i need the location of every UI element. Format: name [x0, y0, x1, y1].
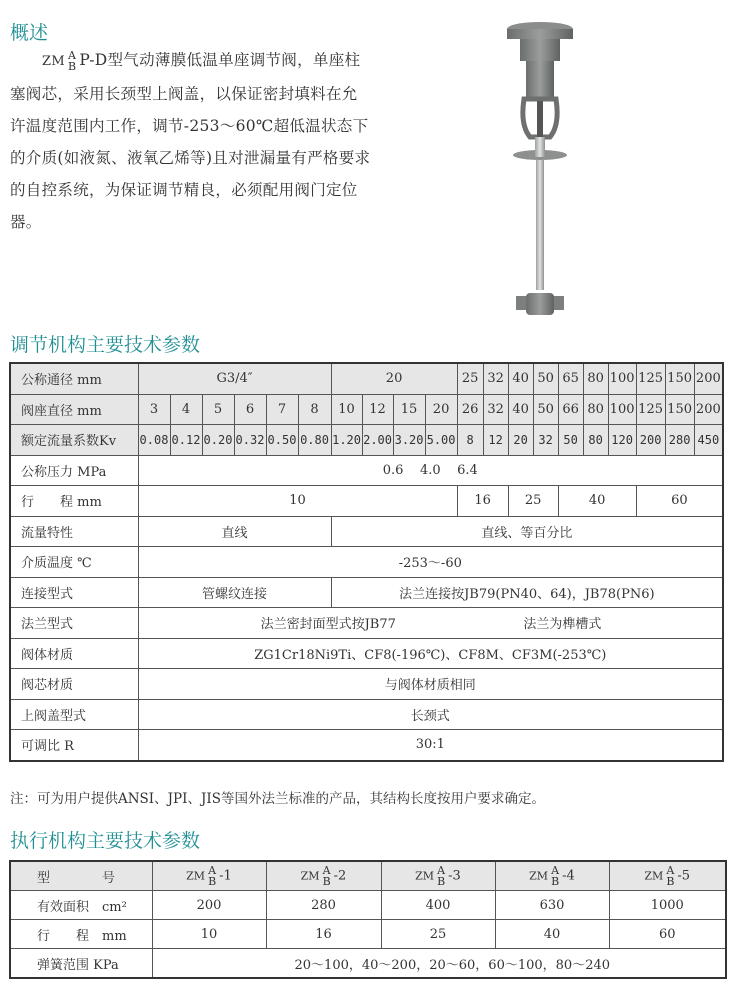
cell: 125: [636, 394, 665, 425]
cell: 40: [508, 394, 533, 425]
row-label: 阀体材质: [10, 638, 138, 669]
cell: 3: [138, 394, 170, 425]
cell: 5: [202, 394, 234, 425]
cell: 32: [483, 363, 508, 394]
model-cell: [495, 861, 609, 891]
cell: 200: [694, 363, 723, 394]
cell: 200: [694, 394, 723, 425]
actuator-heading: 执行机构主要技术参数: [10, 830, 201, 852]
row-label: 型 号: [10, 861, 152, 891]
cell: 400: [381, 891, 495, 920]
cell: 30:1: [138, 730, 723, 761]
row-label: 法兰型式: [10, 608, 138, 639]
cell: 15: [393, 394, 425, 425]
row-label: 连接型式: [10, 577, 138, 608]
cell: 66: [558, 394, 583, 425]
cell: 12: [362, 394, 393, 425]
row-label: 可调比 R: [10, 730, 138, 761]
table-row-rangeability: [10, 730, 723, 761]
cell: 8: [457, 425, 483, 456]
frac-bottom: B: [322, 875, 331, 888]
table-row-bonnet: [10, 699, 723, 730]
model-cell: [152, 861, 266, 891]
table-row-flange: [10, 608, 723, 639]
model-prefix: ZM: [644, 869, 664, 883]
cell: 10: [152, 920, 266, 949]
cell: 32: [483, 394, 508, 425]
cell: 2.00: [362, 425, 393, 456]
cell: 630: [495, 891, 609, 920]
cell: 80: [583, 363, 608, 394]
actuator-spec-table: [9, 860, 727, 979]
cell: 20: [331, 363, 457, 394]
table-row-nominal-diameter: [10, 363, 723, 394]
cell: 26: [457, 394, 483, 425]
table-row-pressure: [10, 455, 723, 486]
row-label: 额定流量系数Kv: [10, 425, 138, 456]
row-label: 行 程 mm: [10, 920, 152, 949]
table-row-seat-diameter: [10, 394, 723, 425]
row-label: 上阀盖型式: [10, 699, 138, 730]
frac-bottom: B: [666, 875, 675, 888]
table-row-flow-characteristic: [10, 516, 723, 547]
model-suffix: -1: [219, 868, 232, 884]
model-fraction: [68, 50, 76, 72]
frac-bottom: B: [551, 875, 560, 888]
cell: ZG1Cr18Ni9Ti、CF8(-196℃)、CF8M、CF3M(-253℃): [138, 638, 723, 669]
cell: 60: [636, 486, 723, 517]
cell: 5.00: [425, 425, 457, 456]
row-label: 流量特性: [10, 516, 138, 547]
model-fraction: [551, 865, 559, 887]
cell: 1.20: [331, 425, 362, 456]
model-prefix: ZM: [529, 869, 549, 883]
row-label: 行 程 mm: [10, 486, 138, 517]
table-row-plug-material: [10, 669, 723, 700]
frac-top: A: [68, 49, 77, 62]
model-prefix: ZM: [300, 869, 320, 883]
frac-bottom: B: [67, 60, 77, 73]
row-label: 弹簧范围 KPa: [10, 949, 152, 979]
cell: 20: [508, 425, 533, 456]
overview-text: [10, 44, 372, 238]
cell: 10: [138, 486, 457, 517]
row-label: 介质温度 ℃: [10, 547, 138, 578]
cell: -253～-60: [138, 547, 723, 578]
cell: 16: [266, 920, 381, 949]
cell: 长颈式: [138, 699, 723, 730]
table-row-connection: [10, 577, 723, 608]
cell: 16: [457, 486, 508, 517]
model-fraction: [208, 865, 216, 887]
cell: 0.6 4.0 6.4: [138, 455, 723, 486]
cell: 50: [533, 363, 558, 394]
frac-bottom: B: [437, 875, 446, 888]
frac-top: A: [322, 864, 331, 877]
model-fraction: [437, 865, 445, 887]
model-prefix: ZM: [186, 869, 206, 883]
cell: 40: [495, 920, 609, 949]
cell: 200: [152, 891, 266, 920]
regulator-spec-table: [9, 362, 724, 762]
valve-photo: [490, 15, 600, 325]
row-label: 阀座直径 mm: [10, 394, 138, 425]
cell: 直线: [138, 516, 331, 547]
cell: 50: [533, 394, 558, 425]
model-fraction: [323, 865, 331, 887]
model-suffix: -4: [562, 868, 575, 884]
cell: 450: [694, 425, 723, 456]
model-prefix: ZM: [42, 54, 65, 69]
model-suffix: -2: [333, 868, 347, 884]
overview-heading: 概述: [10, 22, 49, 44]
model-cell: [381, 861, 495, 891]
frac-top: A: [666, 864, 675, 877]
regulator-heading: 调节机构主要技术参数: [10, 334, 201, 356]
cell: 80: [583, 425, 608, 456]
cell: 0.50: [266, 425, 298, 456]
cell: 管螺纹连接: [138, 577, 331, 608]
cell: 280: [266, 891, 381, 920]
cell: 10: [331, 394, 362, 425]
cell: 25: [457, 363, 483, 394]
cell: 60: [609, 920, 726, 949]
row-label: 公称通径 mm: [10, 363, 138, 394]
cell: 40: [558, 486, 636, 517]
cell: 3.20: [393, 425, 425, 456]
cell: 200: [636, 425, 665, 456]
cell: 150: [665, 394, 694, 425]
cell: 125: [636, 363, 665, 394]
cell: [138, 608, 723, 639]
model-description: P-D型气动薄膜低温单座调节阀，单座柱塞阀芯，采用长颈型上阀盖，以保证密封填料在允许温度范围内工作，调节-253～60℃超低温状态下的介质(如液氮、液氧乙烯等)且对泄漏量有严格要求的自控系统，为保证调节精良，必须配用阀门定位器。: [10, 51, 371, 231]
cell: 8: [298, 394, 331, 425]
row-label: 阀芯材质: [10, 669, 138, 700]
table-row-travel: [10, 920, 726, 949]
model-cell: [266, 861, 381, 891]
model-cell: [609, 861, 726, 891]
cell: 50: [558, 425, 583, 456]
frac-bottom: B: [208, 875, 217, 888]
cell: 280: [665, 425, 694, 456]
cell: 1000: [609, 891, 726, 920]
cell: 0.08: [138, 425, 170, 456]
cell: 6: [234, 394, 266, 425]
cell: 120: [608, 425, 636, 456]
table-row-kv: [10, 425, 723, 456]
table-row-area: [10, 891, 726, 920]
cell: 25: [381, 920, 495, 949]
row-label: 有效面积 cm²: [10, 891, 152, 920]
cell: 20～100，40～200，20～60，60～100，80～240: [152, 949, 726, 979]
table-row-model: [10, 861, 726, 891]
frac-top: A: [437, 864, 446, 877]
model-fraction: [666, 865, 674, 887]
cell: 与阀体材质相同: [138, 669, 723, 700]
model-suffix: -3: [448, 868, 461, 884]
cell: 32: [533, 425, 558, 456]
cell: 12: [483, 425, 508, 456]
row-label: 公称压力 MPa: [10, 455, 138, 486]
footnote: 注：可为用户提供ANSI、JPI、JIS等国外法兰标准的产品，其结构长度按用户要求确定。: [10, 791, 545, 807]
cell: 4: [170, 394, 202, 425]
cell: 0.12: [170, 425, 202, 456]
model-suffix: -5: [677, 868, 691, 884]
cell: 25: [508, 486, 558, 517]
cell: 20: [425, 394, 457, 425]
cell: 0.80: [298, 425, 331, 456]
cell: 0.32: [234, 425, 266, 456]
cell: G3/4″: [138, 363, 331, 394]
frac-top: A: [551, 864, 560, 877]
cell: 0.20: [202, 425, 234, 456]
cell: 法兰连接按JB79(PN40、64)，JB78(PN6): [331, 577, 723, 608]
table-row-spring-range: [10, 949, 726, 979]
table-row-temperature: [10, 547, 723, 578]
cell: 7: [266, 394, 298, 425]
cell: 40: [508, 363, 533, 394]
cell: 150: [665, 363, 694, 394]
frac-top: A: [208, 864, 217, 877]
cell: 直线、等百分比: [331, 516, 723, 547]
cell: 80: [583, 394, 608, 425]
flange-type: 法兰为榫槽式: [523, 617, 602, 633]
model-prefix: ZM: [415, 869, 435, 883]
cell: 100: [608, 363, 636, 394]
flange-seal: 法兰密封面型式按JB77: [260, 617, 396, 633]
cell: 65: [558, 363, 583, 394]
table-row-body-material: [10, 638, 723, 669]
cell: 100: [608, 394, 636, 425]
table-row-travel: [10, 486, 723, 517]
